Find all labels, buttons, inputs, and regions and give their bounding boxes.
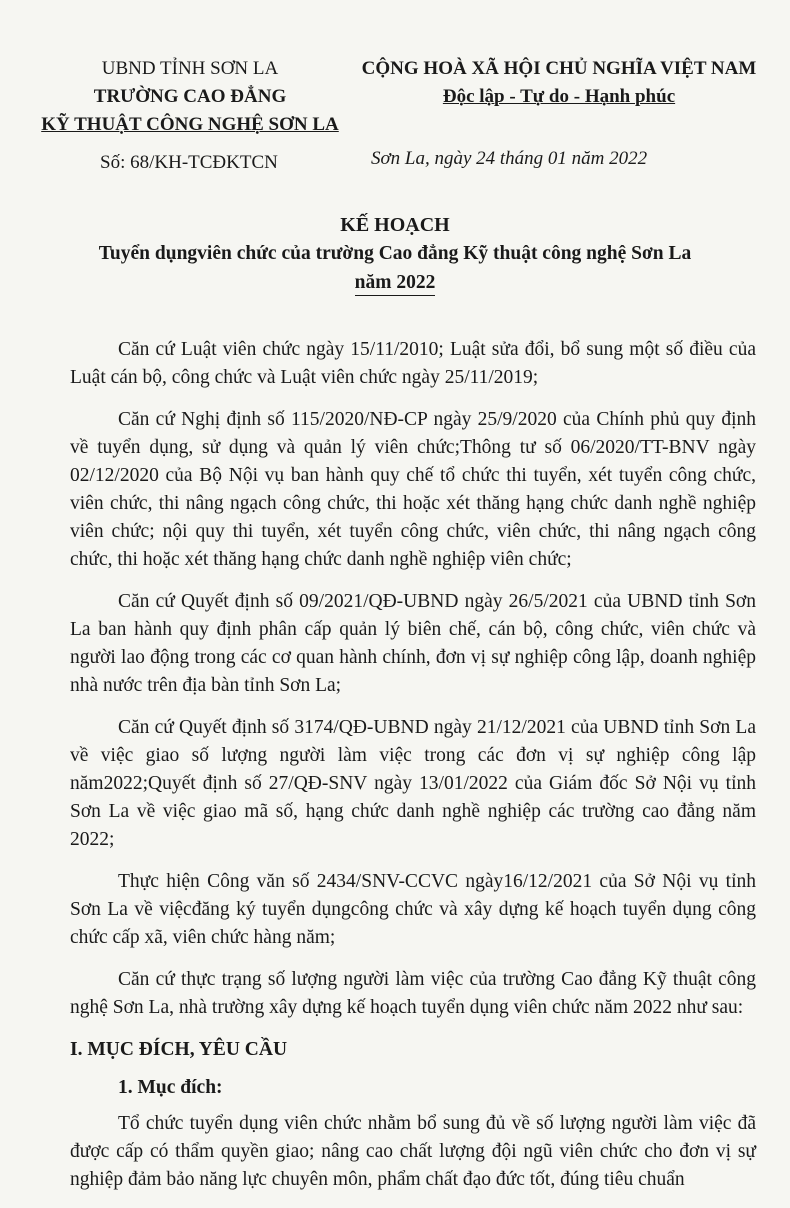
legal-basis-paragraph: Căn cứ Quyết định số 09/2021/QĐ-UBND ngày 26/5/2021 của UBND tỉnh Sơn La ban hành quy định phân cấp quản lý biên chế, cán bộ, công chức, viên chức và người lao động trong các cơ quan hành chính, đơn vị sự nghiệp công lập, doanh nghiệp nhà nước trên địa bàn tỉnh Sơn La; — [70, 591, 756, 696]
header-left-school: TRƯỜNG CAO ĐẲNG — [93, 86, 287, 107]
legal-basis-paragraph: Căn cứ Quyết định số 3174/QĐ-UBND ngày 21/12/2021 của UBND tỉnh Sơn La về việc giao số lượng người làm việc trong các đơn vị sự nghiệp công lập năm2022;Quyết định số 27/QĐ-SNV ngày 13/01/2022 của Giám đốc Sở Nội vụ tỉnh Sơn La về việc giao mã số, hạng chức danh nghề nghiệp các trường cao đẳng năm 2022; — [70, 717, 756, 850]
document-number: Số: 68/KH-TCĐKTCN — [100, 152, 278, 173]
document-title: KẾ HOẠCH — [340, 214, 450, 236]
header-right-motto-text: Độc lập - Tự do - Hạnh phúc — [442, 86, 676, 107]
document-subtitle-year — [0, 272, 790, 294]
legal-basis-paragraph: Căn cứ Nghị định số 115/2020/NĐ-CP ngày 25/9/2020 của Chính phủ quy định về tuyển dụng, sử dụng và quản lý viên chức;Thông tư số 06/2020/TT-BNV ngày 02/12/2020 của Bộ Nội vụ ban hành quy chế tổ chức thi tuyển, xét tuyển công chức, viên chức, thi nâng ngạch công chức, thi hoặc xét thăng hạng chức danh nghề nghiệp viên chức; nội quy thi tuyển, xét tuyển công chức, viên chức, thi nâng ngạch công chức, thi hoặc xét thăng hạng chức danh nghề nghiệp viên chức; — [70, 409, 756, 570]
header-left-school-name — [20, 112, 360, 138]
legal-basis-paragraph: Thực hiện Công văn số 2434/SNV-CCVC ngày16/12/2021 của Sở Nội vụ tỉnh Sơn La về việcđăng ký tuyển dụngcông chức và xây dựng kế hoạch tuyển dụng công chức cấp xã, viên chức hàng năm; — [70, 871, 756, 948]
legal-basis-paragraph: Căn cứ Luật viên chức ngày 15/11/2010; Luật sửa đổi, bổ sung một số điều của Luật cán bộ, công chức và Luật viên chức ngày 25/11/2019; — [70, 339, 756, 388]
document-subtitle-year-text: năm 2022 — [355, 272, 436, 296]
purpose-paragraph: Tổ chức tuyển dụng viên chức nhằm bổ sung đủ về số lượng người làm việc đã được cấp có thẩm quyền giao; nâng cao chất lượng đội ngũ viên chức cho đơn vị sự nghiệp đảm bảo năng lực chuyên môn, phẩm chất đạo đức tốt, đúng tiêu chuẩn — [70, 1113, 756, 1190]
document-date: Sơn La, ngày 24 tháng 01 năm 2022 — [371, 148, 648, 169]
header-right-country: CỘNG HOÀ XÃ HỘI CHỦ NGHĨA VIỆT NAM — [361, 58, 757, 79]
document-subtitle: Tuyển dụngviên chức của trường Cao đẳng Kỹ thuật công nghệ Sơn La — [98, 243, 692, 264]
section-heading: I. MỤC ĐÍCH, YÊU CẦU — [70, 1039, 288, 1060]
document-header — [0, 56, 790, 146]
header-left-agency: UBND TỈNH SƠN LA — [101, 58, 279, 79]
subsection-heading: 1. Mục đích: — [118, 1077, 223, 1098]
legal-basis-paragraph: Căn cứ thực trạng số lượng người làm việc của trường Cao đẳng Kỹ thuật công nghệ Sơn La, nhà trường xây dựng kế hoạch tuyển dụng viên chức năm 2022 như sau: — [70, 969, 756, 1018]
document-body — [70, 336, 756, 1208]
header-left-school-name-text: KỸ THUẬT CÔNG NGHỆ SƠN LA — [41, 114, 339, 135]
header-right-motto — [330, 84, 788, 110]
